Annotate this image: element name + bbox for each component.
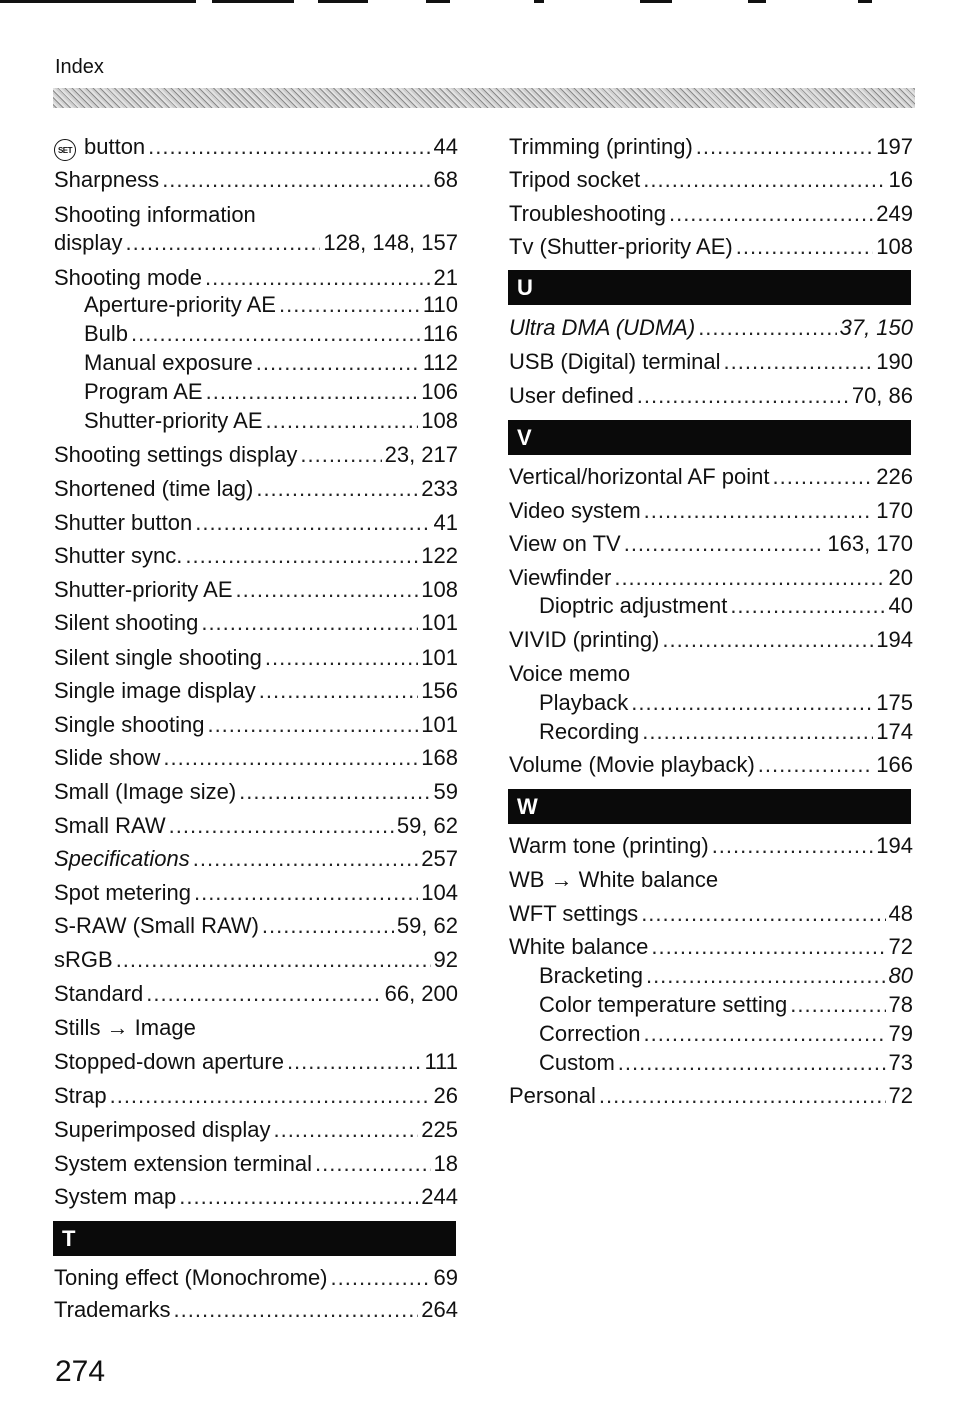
entry-label: Strap	[54, 1083, 107, 1108]
entry-label: Shutter-priority AE	[84, 408, 263, 433]
entry-page: 101	[421, 610, 458, 635]
index-entry	[54, 812, 458, 840]
entry-page: 66, 200	[384, 981, 458, 1006]
entry-page: 78	[888, 992, 913, 1017]
index-entry	[54, 509, 458, 537]
index-subentry	[539, 592, 913, 620]
entry-page: 92	[433, 947, 458, 972]
index-entry	[54, 677, 458, 705]
dot-leader	[174, 1296, 419, 1324]
entry-page: 59	[433, 779, 458, 804]
entry-label: Bulb	[84, 321, 129, 346]
index-entry	[509, 133, 913, 161]
index-subentry	[539, 718, 913, 746]
entry-label: S-RAW (Small RAW)	[54, 913, 259, 938]
entry-page: 111	[424, 1049, 458, 1074]
entry-page: 108	[421, 577, 458, 602]
entry-page: 41	[433, 510, 458, 535]
entry-label: Program AE	[84, 379, 203, 404]
entry-label: Stopped-down aperture	[54, 1049, 284, 1074]
entry-label: Shutter-priority AE	[54, 577, 233, 602]
entry-label: Single image display	[54, 678, 256, 703]
entry-label: Tv (Shutter-priority AE)	[509, 234, 733, 259]
entry-page: 257	[421, 846, 458, 871]
entry-label: Shortened (time lag)	[54, 476, 254, 501]
index-entry	[54, 166, 458, 194]
entry-label: Viewfinder	[509, 565, 612, 590]
dot-leader	[287, 1048, 422, 1076]
cross-reference: WB → White balance	[509, 867, 719, 892]
entry-page: 72	[888, 1083, 913, 1108]
entry-label: Shooting mode	[54, 265, 202, 290]
entry-label: Slide show	[54, 745, 161, 770]
cross-reference: Stills → Image	[54, 1015, 196, 1040]
entry-label: Specifications	[54, 846, 190, 871]
dot-leader	[643, 166, 885, 194]
entry-label: Recording	[539, 719, 640, 744]
dot-leader	[646, 962, 886, 990]
top-edge-mark	[212, 0, 294, 3]
entry-label: Shutter sync.	[54, 543, 183, 568]
top-edge-mark	[748, 0, 766, 3]
dot-leader	[265, 644, 418, 672]
index-entry	[54, 542, 458, 570]
entry-label: System map	[54, 1184, 177, 1209]
index-entry	[54, 1296, 458, 1324]
index-subentry	[539, 991, 913, 1019]
header-band	[53, 88, 915, 108]
entry-label: System extension terminal	[54, 1151, 312, 1176]
top-edge-mark	[426, 0, 450, 3]
dot-leader	[146, 980, 381, 1008]
section-header-w: W	[508, 789, 911, 824]
index-entry	[54, 609, 458, 637]
index-subentry	[539, 962, 913, 990]
index-entry	[54, 845, 458, 873]
entry-page: 48	[888, 901, 913, 926]
index-entry	[54, 744, 458, 772]
entry-page: 101	[421, 645, 458, 670]
entry-page: 112	[422, 350, 458, 375]
index-subentry	[84, 320, 458, 348]
entry-page: 104	[421, 880, 458, 905]
entry-page: 106	[421, 379, 458, 404]
entry-label: Personal	[509, 1083, 596, 1108]
dot-leader	[641, 900, 885, 928]
entry-label: Toning effect (Monochrome)	[54, 1265, 328, 1290]
index-entry	[54, 1150, 458, 1178]
dot-leader	[205, 264, 431, 292]
dot-leader	[614, 564, 885, 592]
entry-page: 110	[422, 292, 458, 317]
entry-page: 170	[876, 498, 913, 523]
dot-leader	[163, 744, 418, 772]
dot-leader	[273, 1116, 418, 1144]
index-entry	[509, 463, 913, 491]
index-entry	[509, 382, 913, 410]
dot-leader	[236, 576, 419, 604]
section-header-u: U	[508, 270, 911, 305]
index-entry	[509, 166, 913, 194]
entry-label: Voice memo	[509, 661, 631, 686]
index-entry	[54, 1048, 458, 1076]
top-edge-mark	[534, 0, 544, 3]
entry-label: Warm tone (printing)	[509, 833, 709, 858]
index-entry	[509, 933, 913, 961]
dot-leader	[331, 1264, 431, 1292]
dot-leader	[772, 463, 873, 491]
entry-page: 122	[421, 543, 458, 568]
dot-leader	[279, 291, 420, 319]
dot-leader	[131, 320, 420, 348]
index-entry	[54, 644, 458, 672]
dot-leader	[194, 879, 418, 907]
entry-label: display	[54, 230, 123, 255]
dot-leader	[624, 530, 825, 558]
entry-page: 225	[421, 1117, 458, 1142]
index-subentry	[539, 1020, 913, 1048]
index-subentry	[539, 1049, 913, 1077]
index-entry	[54, 778, 458, 806]
dot-leader	[315, 1150, 431, 1178]
top-edge-mark	[640, 0, 672, 3]
section-header-v: V	[508, 420, 911, 455]
top-edge-mark	[0, 0, 196, 3]
index-entry	[54, 946, 458, 974]
index-subentry	[84, 291, 458, 319]
index-entry	[509, 1082, 913, 1110]
entry-page: 26	[433, 1083, 458, 1108]
entry-page: 174	[876, 719, 913, 744]
entry-label: VIVID (printing)	[509, 627, 660, 652]
entry-page: 44	[433, 134, 458, 159]
index-entry	[54, 229, 458, 257]
dot-leader	[207, 711, 418, 739]
dot-leader	[256, 475, 418, 503]
index-entry	[509, 530, 913, 558]
index-entry	[54, 264, 458, 292]
index-entry	[54, 576, 458, 604]
dot-leader	[266, 407, 419, 435]
dot-leader	[125, 229, 320, 257]
entry-label: White balance	[509, 934, 649, 959]
entry-label: Aperture-priority AE	[84, 292, 276, 317]
dot-leader	[730, 592, 885, 620]
entry-page: 108	[876, 234, 913, 259]
entry-page: 156	[421, 678, 458, 703]
entry-page: 190	[876, 349, 913, 374]
dot-leader	[637, 382, 849, 410]
entry-label: WFT settings	[509, 901, 639, 926]
index-entry-set-button	[54, 133, 458, 161]
dot-leader	[662, 626, 873, 654]
entry-label: button	[84, 134, 146, 159]
index-entry	[54, 912, 458, 940]
entry-label: Shutter button	[54, 510, 193, 535]
index-subentry	[84, 407, 458, 435]
index-subentry	[84, 349, 458, 377]
entry-label: View on TV	[509, 531, 621, 556]
entry-label: Troubleshooting	[509, 201, 666, 226]
entry-label: Small RAW	[54, 813, 166, 838]
index-entry	[509, 200, 913, 228]
entry-page: 69	[433, 1265, 458, 1290]
dot-leader	[195, 509, 430, 537]
entry-page: 80	[888, 963, 913, 988]
index-entry	[54, 1082, 458, 1110]
dot-leader	[669, 200, 873, 228]
index-entry	[54, 441, 458, 469]
set-button-icon: SET	[54, 139, 76, 161]
entry-page: 264	[421, 1297, 458, 1322]
dot-leader	[631, 689, 873, 717]
index-entry	[54, 980, 458, 1008]
entry-label: Silent single shooting	[54, 645, 262, 670]
index-entry	[509, 564, 913, 592]
dot-leader	[256, 349, 420, 377]
entry-page: 226	[876, 464, 913, 489]
entry-label: Trademarks	[54, 1297, 171, 1322]
entry-label: Shooting settings display	[54, 442, 298, 467]
dot-leader	[644, 497, 874, 525]
entry-page: 244	[421, 1184, 458, 1209]
entry-label: Volume (Movie playback)	[509, 752, 755, 777]
dot-leader	[599, 1082, 886, 1110]
entry-page: 108	[421, 408, 458, 433]
dot-leader	[758, 751, 874, 779]
entry-page: 40	[888, 593, 913, 618]
top-edge-mark	[318, 0, 368, 3]
index-entry	[509, 626, 913, 654]
entry-page: 116	[422, 321, 458, 346]
entry-label: Spot metering	[54, 880, 191, 905]
dot-leader	[643, 1020, 885, 1048]
entry-page: 249	[876, 201, 913, 226]
dot-leader	[642, 718, 873, 746]
section-header-t: T	[53, 1221, 456, 1256]
entry-label: User defined	[509, 383, 634, 408]
entry-page: 21	[433, 265, 458, 290]
entry-label: Sharpness	[54, 167, 160, 192]
entry-page: 23, 217	[384, 442, 458, 467]
entry-page: 70, 86	[851, 383, 913, 408]
entry-page: 175	[876, 690, 913, 715]
index-entry	[509, 348, 913, 376]
entry-page: 73	[888, 1050, 913, 1075]
dot-leader	[162, 166, 430, 194]
entry-page: 59, 62	[396, 813, 458, 838]
index-entry	[54, 1183, 458, 1211]
dot-leader	[116, 946, 431, 974]
entry-label: USB (Digital) terminal	[509, 349, 721, 374]
entry-page: 18	[433, 1151, 458, 1176]
index-entry	[509, 314, 913, 342]
entry-page: 59, 62	[396, 913, 458, 938]
index-entry	[54, 879, 458, 907]
index-subentry	[539, 689, 913, 717]
entry-label: Trimming (printing)	[509, 134, 693, 159]
index-entry	[509, 233, 913, 261]
entry-label: Correction	[539, 1021, 641, 1046]
entry-label: Dioptric adjustment	[539, 593, 728, 618]
index-subentry	[84, 378, 458, 406]
index-entry	[54, 1264, 458, 1292]
entry-label: Ultra DMA (UDMA)	[509, 315, 696, 340]
entry-page: 101	[421, 712, 458, 737]
dot-leader	[724, 348, 874, 376]
entry-label: Vertical/horizontal AF point	[509, 464, 770, 489]
entry-page: 166	[876, 752, 913, 777]
entry-page: 197	[876, 134, 913, 159]
entry-label: Single shooting	[54, 712, 205, 737]
dot-leader	[169, 812, 394, 840]
entry-page: 168	[421, 745, 458, 770]
dot-leader	[300, 441, 381, 469]
entry-page: 194	[876, 833, 913, 858]
entry-label: Color temperature setting	[539, 992, 788, 1017]
dot-leader	[259, 677, 419, 705]
dot-leader	[736, 233, 874, 261]
index-entry	[509, 497, 913, 525]
section-title: Index	[55, 56, 104, 78]
entry-label: Silent shooting	[54, 610, 199, 635]
entry-label: Manual exposure	[84, 350, 253, 375]
dot-leader	[201, 609, 418, 637]
index-entry	[54, 475, 458, 503]
entry-page: 16	[888, 167, 913, 192]
dot-leader	[651, 933, 885, 961]
entry-page: 20	[888, 565, 913, 590]
dot-leader	[193, 845, 419, 873]
entry-page: 68	[433, 167, 458, 192]
dot-leader	[206, 378, 419, 406]
entry-label: Custom	[539, 1050, 615, 1075]
page-number: 274	[55, 1355, 106, 1388]
dot-leader	[179, 1183, 418, 1211]
dot-leader	[790, 991, 885, 1019]
entry-label: Small (Image size)	[54, 779, 237, 804]
entry-page: 163, 170	[827, 531, 913, 556]
entry-label: Video system	[509, 498, 641, 523]
index-entry	[509, 900, 913, 928]
entry-page: 79	[888, 1021, 913, 1046]
index-entry	[509, 832, 913, 860]
dot-leader	[698, 314, 836, 342]
dot-leader	[110, 1082, 431, 1110]
entry-label: Bracketing	[539, 963, 643, 988]
dot-leader	[148, 133, 430, 161]
index-entry	[509, 751, 913, 779]
index-entry	[54, 711, 458, 739]
dot-leader	[185, 542, 418, 570]
entry-page: 194	[876, 627, 913, 652]
entry-page: 72	[888, 934, 913, 959]
entry-label: Standard	[54, 981, 144, 1006]
entry-label: sRGB	[54, 947, 113, 972]
entry-label: Playback	[539, 690, 629, 715]
entry-page: 128, 148, 157	[323, 230, 458, 255]
entry-label: Tripod socket	[509, 167, 641, 192]
index-entry	[54, 1116, 458, 1144]
entry-page: 233	[421, 476, 458, 501]
dot-leader	[239, 778, 430, 806]
dot-leader	[696, 133, 874, 161]
dot-leader	[262, 912, 394, 940]
dot-leader	[618, 1049, 886, 1077]
entry-label: Shooting information	[54, 202, 256, 227]
dot-leader	[712, 832, 874, 860]
entry-label: Superimposed display	[54, 1117, 271, 1142]
entry-page: 37, 150	[839, 315, 913, 340]
top-edge-mark	[858, 0, 872, 3]
